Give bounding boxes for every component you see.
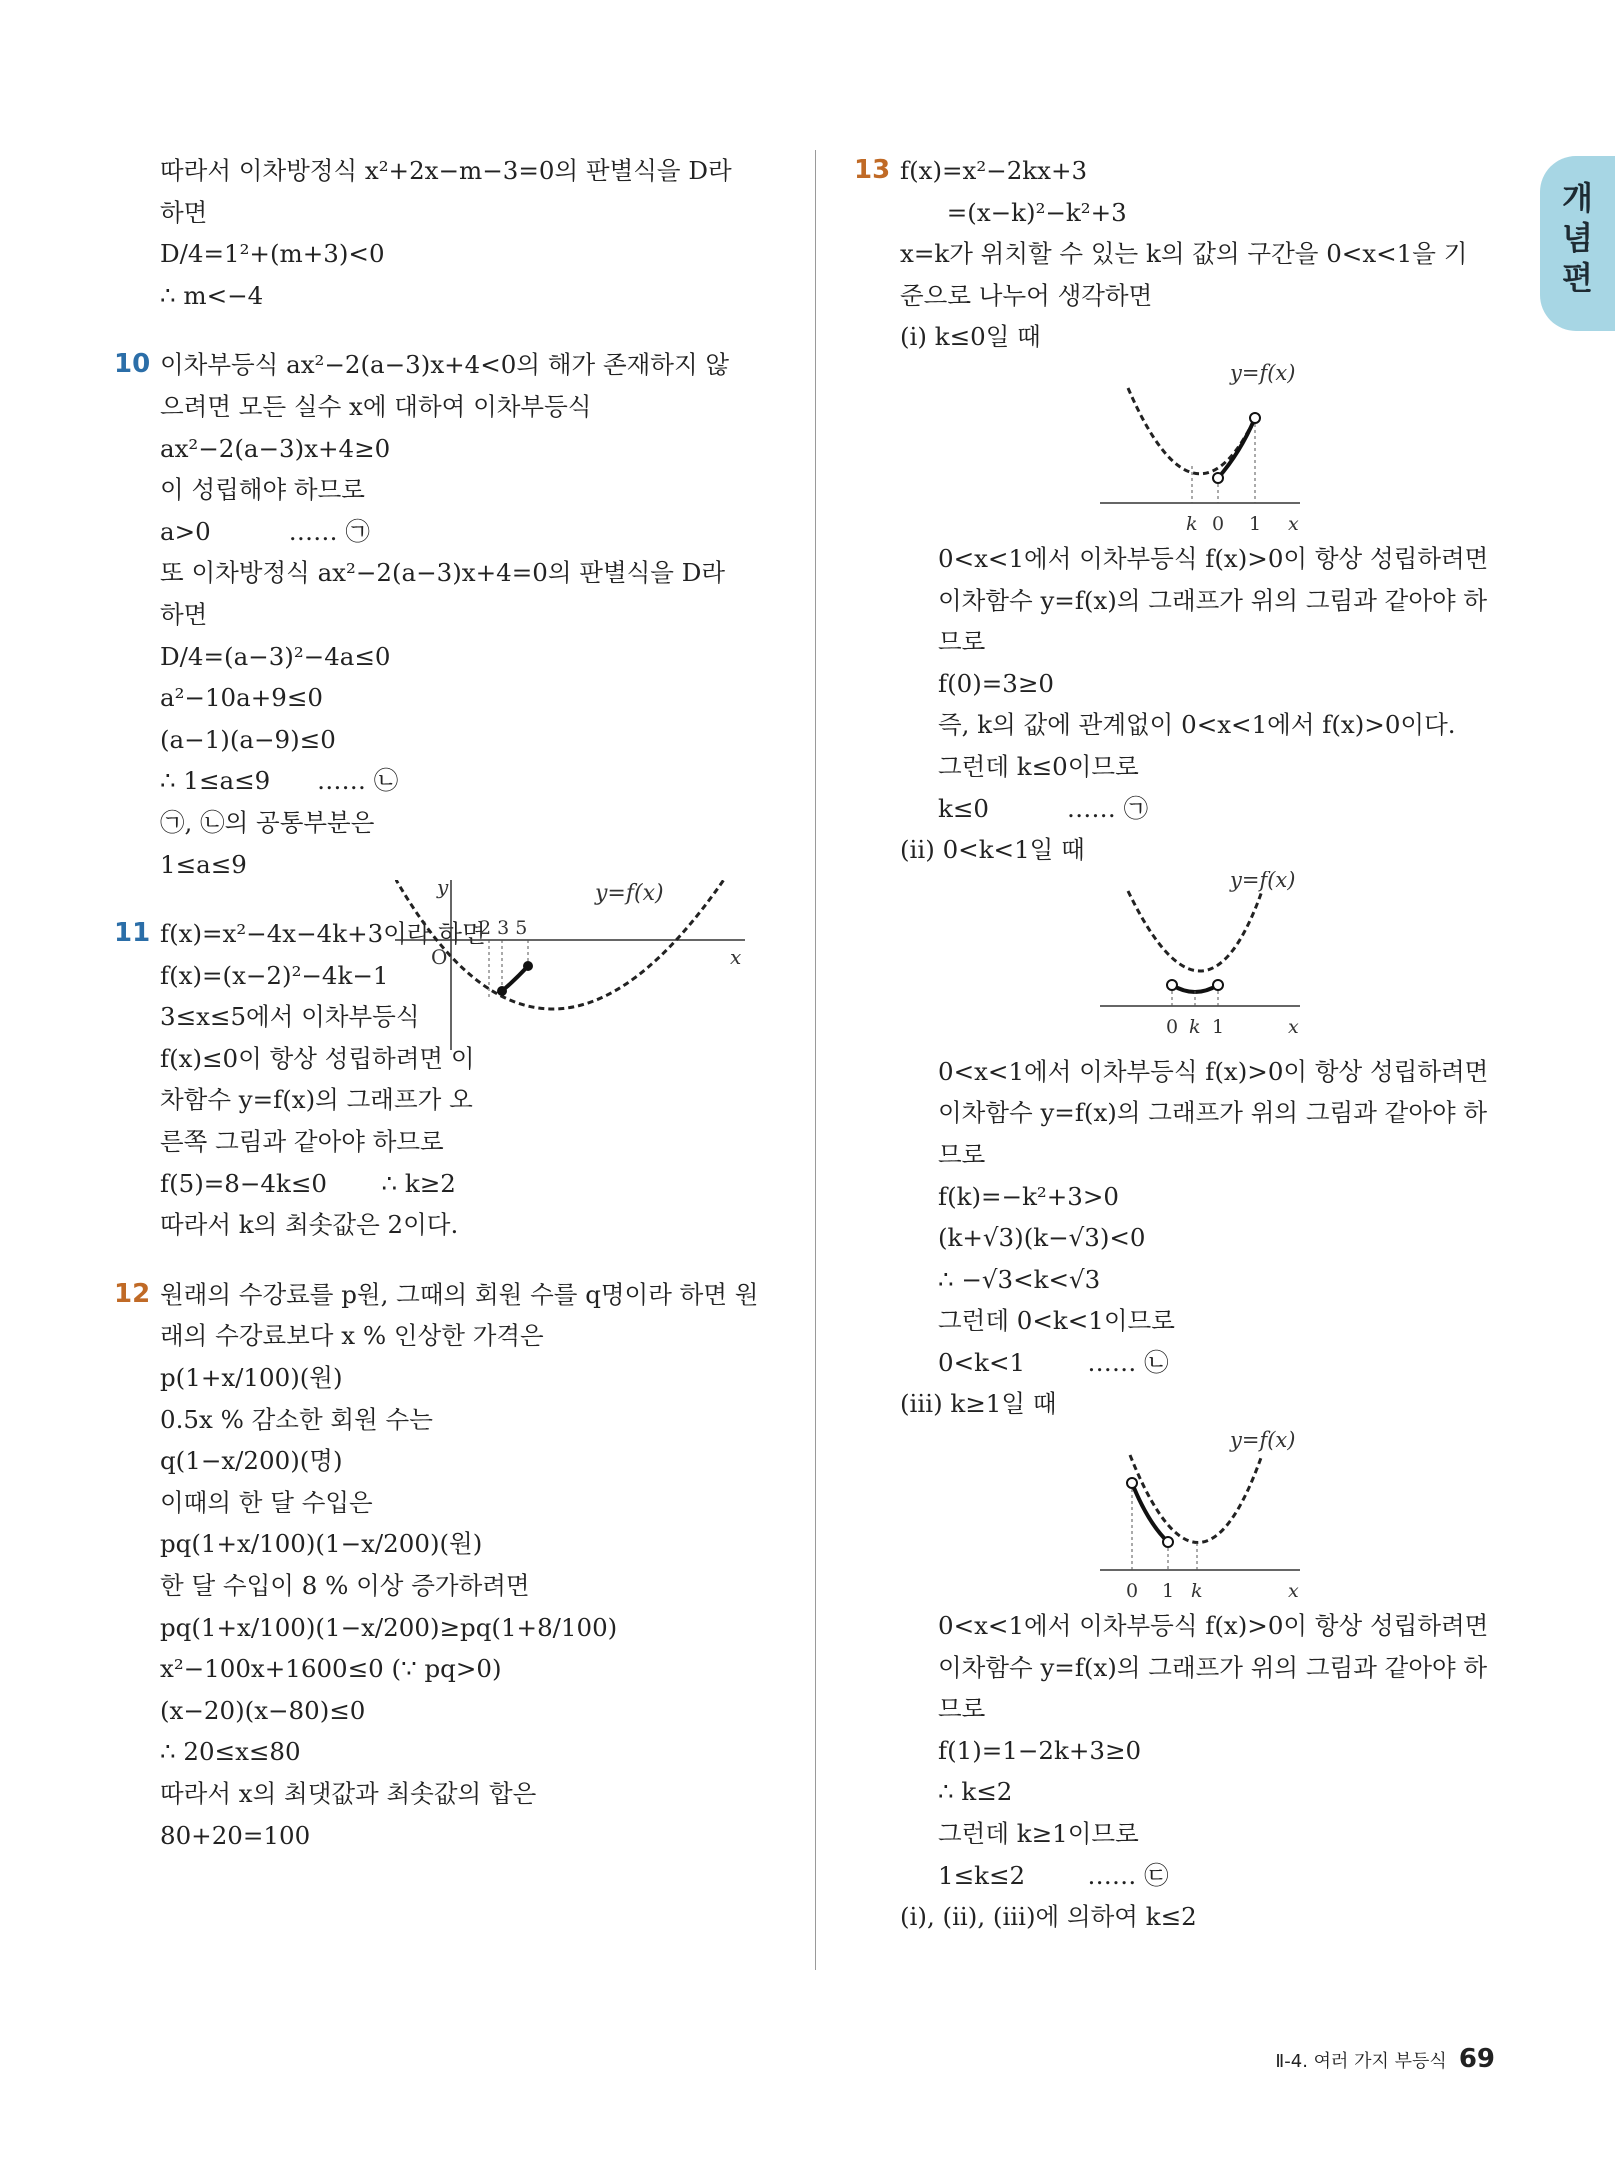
line-text: 즉, k의 값에 관계없이 0<x<1에서 f(x)>0이다. (938, 710, 1456, 740)
line-text: x=k가 위치할 수 있는 k의 값의 구간을 0<x<1을 기 (900, 239, 1468, 269)
text-line (160, 1815, 800, 1857)
problem-number: 11 (114, 918, 151, 949)
text-line (900, 704, 1480, 746)
line-text: f(x)=x²−4x−4k+3이라 하면 (160, 919, 486, 949)
case-2-graph (900, 871, 1480, 1051)
y-label: y (437, 880, 449, 899)
line-text: 이때의 한 달 수입은 (160, 1487, 373, 1517)
tick-1: 1 (1249, 512, 1262, 535)
line-text: f(1)=1−2k+3≥0 (938, 1735, 1142, 1765)
line-text: 80+20=100 (160, 1820, 311, 1850)
text-line (160, 511, 800, 553)
line-text: 므로 (938, 1694, 986, 1724)
line-text: D/4=(a−3)²−4a≤0 (160, 641, 391, 671)
text-line (160, 719, 800, 761)
parabola (1130, 1455, 1262, 1543)
problem-start-line (854, 150, 1480, 192)
text-line (160, 275, 800, 317)
curve-label: y=f(x) (1230, 1428, 1296, 1453)
line-text: 또 이차방정식 ax²−2(a−3)x+4=0의 판별식을 D라 (160, 558, 726, 588)
line-text: 0<x<1에서 이차부등식 f(x)>0이 항상 성립하려면 (938, 543, 1489, 573)
text-line (900, 1605, 1489, 1647)
spacer (160, 1246, 800, 1274)
text-line (900, 1813, 1480, 1855)
text-line (160, 469, 800, 511)
solution-arc (1172, 985, 1218, 992)
text-line (900, 1342, 1480, 1384)
line-text: 하면 (160, 599, 208, 629)
tab-char-3: 편 (1562, 259, 1593, 297)
line-text: 그런데 k≥1이므로 (938, 1819, 1139, 1849)
text-line (900, 580, 1488, 622)
open-point-1 (1163, 1537, 1173, 1547)
tick-k: k (1186, 512, 1198, 535)
text-line (160, 1607, 800, 1649)
text-line (160, 1731, 800, 1773)
line-text: =(x−k)²−k²+3 (900, 197, 1127, 227)
text-line (160, 844, 800, 886)
problem-number: 10 (114, 349, 151, 380)
text-line (160, 552, 800, 594)
problem-11-graph (395, 880, 785, 1050)
tick-1: 1 (1162, 1580, 1175, 1603)
line-text: f(5)=8−4k≤0 ∴ k≥2 (160, 1168, 456, 1198)
line-text: ∴ m<−4 (160, 280, 264, 310)
text-line (900, 233, 1480, 275)
text-line (160, 636, 800, 678)
line-text: D/4=1²+(m+3)<0 (160, 239, 385, 269)
line-text: 이 성립해야 하므로 (160, 475, 365, 505)
text-line (900, 663, 1480, 705)
open-point-1 (1213, 980, 1223, 990)
case-1-graph (900, 358, 1480, 538)
tick-0: 0 (1166, 1015, 1179, 1038)
point-5 (523, 961, 533, 971)
line-text: (x−20)(x−80)≤0 (160, 1695, 366, 1725)
line-text: p(1+x/100)(원) (160, 1363, 343, 1393)
tick-k: k (1189, 1015, 1201, 1038)
text-line (900, 788, 1480, 830)
line-text: 3≤x≤5에서 이차부등식 (160, 1002, 420, 1032)
line-text: 준으로 나누어 생각하면 (900, 280, 1153, 310)
text-line (160, 1204, 800, 1246)
line-text: 므로 (938, 1139, 986, 1169)
page-number: 69 (1458, 2044, 1495, 2074)
text-line (900, 1259, 1480, 1301)
line-text: 므로 (938, 627, 986, 657)
tick-0: 0 (1126, 1580, 1139, 1603)
text-line (900, 316, 1480, 358)
line-text: (k+√3)(k−√3)<0 (938, 1223, 1146, 1253)
point-3 (497, 986, 507, 996)
tick-0: 0 (1212, 512, 1225, 535)
line-text: 차함수 y=f(x)의 그래프가 오 (160, 1085, 473, 1115)
x-label: x (1288, 512, 1299, 535)
text-line (900, 1300, 1480, 1342)
x-label: x (1288, 1580, 1299, 1603)
line-text: 1≤k≤2 …… ㉢ (938, 1860, 1169, 1890)
line-text: 0<x<1에서 이차부등식 f(x)>0이 항상 성립하려면 (938, 1056, 1489, 1086)
text-line (900, 746, 1480, 788)
text-line (900, 1176, 1480, 1218)
line-text: 그런데 0<k<1이므로 (938, 1306, 1175, 1336)
line-text: 이차함수 y=f(x)의 그래프가 위의 그림과 같아야 하 (938, 1098, 1488, 1128)
line-text: (ii) 0<k<1일 때 (900, 835, 1085, 865)
origin-label: O (431, 945, 448, 969)
open-point-0 (1127, 1478, 1137, 1488)
text-line (160, 1357, 800, 1399)
text-line (900, 1688, 1480, 1730)
line-text: 따라서 x의 최댓값과 최솟값의 합은 (160, 1778, 537, 1808)
text-line (160, 386, 800, 428)
line-text: ∴ 20≤x≤80 (160, 1737, 301, 1767)
curve-label: y=f(x) (595, 881, 664, 906)
line-text: 원래의 수강료를 p원, 그때의 회원 수를 q명이라 하면 원 (160, 1279, 759, 1309)
text-line (900, 275, 1480, 317)
text-line (900, 1771, 1480, 1813)
text-line (900, 1855, 1480, 1897)
line-text: 0.5x % 감소한 회원 수는 (160, 1404, 433, 1434)
text-line (160, 1523, 800, 1565)
line-text: 0<x<1에서 이차부등식 f(x)>0이 항상 성립하려면 (938, 1611, 1489, 1641)
footer-section: Ⅱ-4. 여러 가지 부등식 (1275, 2051, 1447, 2072)
text-line (160, 1121, 800, 1163)
text-line (900, 1730, 1480, 1772)
line-text: f(k)=−k²+3>0 (938, 1181, 1119, 1211)
text-line (900, 192, 1480, 234)
line-text: (i) k≤0일 때 (900, 322, 1041, 352)
line-text: 른쪽 그림과 같아야 하므로 (160, 1127, 444, 1157)
line-text: ∴ k≤2 (938, 1777, 1013, 1807)
line-text: f(x)≤0이 항상 성립하려면 이 (160, 1043, 475, 1073)
tick-labels: 2 3 5 (479, 917, 528, 939)
line-text: 따라서 이차방정식 x²+2x−m−3=0의 판별식을 D라 (160, 156, 732, 185)
open-point-0 (1167, 980, 1177, 990)
text-line (160, 1565, 800, 1607)
text-line (900, 1092, 1488, 1134)
spacer (160, 316, 800, 344)
line-text: 이차함수 y=f(x)의 그래프가 위의 그림과 같아야 하 (938, 1652, 1488, 1682)
x-label: x (1288, 1015, 1299, 1038)
line-text: ∴ 1≤a≤9 …… ㉡ (160, 766, 399, 796)
line-text: 하면 (160, 197, 208, 227)
text-line (900, 538, 1489, 580)
line-text: 으려면 모든 실수 x에 대하여 이차부등식 (160, 391, 592, 421)
curve-label: y=f(x) (1230, 360, 1296, 385)
text-line (160, 1399, 800, 1441)
line-text: pq(1+x/100)(1−x/200)(원) (160, 1529, 483, 1559)
text-line (160, 594, 800, 636)
text-line (160, 1315, 800, 1357)
line-text: q(1−x/200)(명) (160, 1446, 343, 1476)
text-line (160, 1163, 800, 1205)
text-line (900, 1896, 1480, 1938)
line-text: a>0 …… ㉠ (160, 516, 370, 546)
tab-char-1: 개 (1562, 179, 1593, 217)
text-line (160, 1440, 800, 1482)
text-line (900, 1647, 1488, 1689)
text-line (900, 621, 1480, 663)
text-line (160, 428, 800, 470)
line-text: 이차부등식 ax²−2(a−3)x+4<0의 해가 존재하지 않 (160, 350, 730, 380)
x-label: x (730, 945, 742, 969)
line-text: 래의 수강료보다 x % 인상한 가격은 (160, 1321, 544, 1351)
line-text: ax²−2(a−3)x+4≥0 (160, 433, 391, 463)
tick-k: k (1191, 1580, 1203, 1603)
text-line (160, 1482, 800, 1524)
text-line (160, 150, 800, 192)
problem-number: 12 (114, 1278, 151, 1309)
line-text: (iii) k≥1일 때 (900, 1389, 1057, 1419)
line-text: ㉠, ㉡의 공통부분은 (160, 807, 375, 837)
line-text: pq(1+x/100)(1−x/200)≥pq(1+8/100) (160, 1612, 618, 1642)
page-footer (1275, 2044, 1495, 2074)
text-line (900, 1217, 1480, 1259)
line-text: 한 달 수입이 8 % 이상 증가하려면 (160, 1571, 530, 1600)
line-text: k≤0 …… ㉠ (938, 793, 1149, 823)
open-point-1 (1250, 413, 1260, 423)
text-line (160, 760, 800, 802)
line-text: 그런데 k≤0이므로 (938, 751, 1139, 781)
open-point-0 (1213, 473, 1223, 483)
case-3-graph (900, 1425, 1480, 1605)
line-text: (i), (ii), (iii)에 의하여 k≤2 (900, 1902, 1197, 1932)
right-column (854, 150, 1489, 1938)
line-text: f(0)=3≥0 (938, 668, 1055, 698)
text-line (160, 1773, 800, 1815)
text-line (160, 802, 800, 844)
text-line (160, 1648, 800, 1690)
line-text: (a−1)(a−9)≤0 (160, 724, 336, 754)
problem-number: 13 (854, 155, 891, 185)
problem-start-line (114, 1274, 800, 1316)
text-line (160, 1079, 800, 1121)
curve-label: y=f(x) (1230, 870, 1296, 892)
text-line (900, 1051, 1489, 1093)
text-line (900, 1134, 1480, 1176)
text-line (900, 829, 1480, 871)
column-divider (815, 150, 816, 1970)
line-text: 이차함수 y=f(x)의 그래프가 위의 그림과 같아야 하 (938, 585, 1488, 615)
line-text: a²−10a+9≤0 (160, 683, 323, 713)
line-text: 따라서 k의 최솟값은 2이다. (160, 1210, 459, 1240)
text-line (160, 677, 800, 719)
parabola (1128, 388, 1255, 474)
problem-start-line (114, 344, 800, 386)
line-text: 1≤a≤9 (160, 849, 247, 879)
line-text: f(x)=(x−2)²−4k−1 (160, 960, 389, 990)
tab-char-2: 념 (1562, 219, 1593, 257)
solution-arc (1132, 1483, 1168, 1542)
line-text: ∴ −√3<k<√3 (938, 1264, 1101, 1294)
parabola (1128, 891, 1262, 971)
text-line (160, 192, 800, 234)
solution-arc (502, 966, 528, 991)
text-line (160, 1690, 800, 1732)
line-text: x²−100x+1600≤0 (∵ pq>0) (160, 1654, 502, 1684)
text-line (160, 233, 800, 275)
text-line (900, 1383, 1480, 1425)
line-text: 0<k<1 …… ㉡ (938, 1347, 1169, 1377)
section-tab (1540, 156, 1615, 331)
tick-1: 1 (1212, 1015, 1225, 1038)
line-text: f(x)=x²−2kx+3 (900, 156, 1088, 185)
